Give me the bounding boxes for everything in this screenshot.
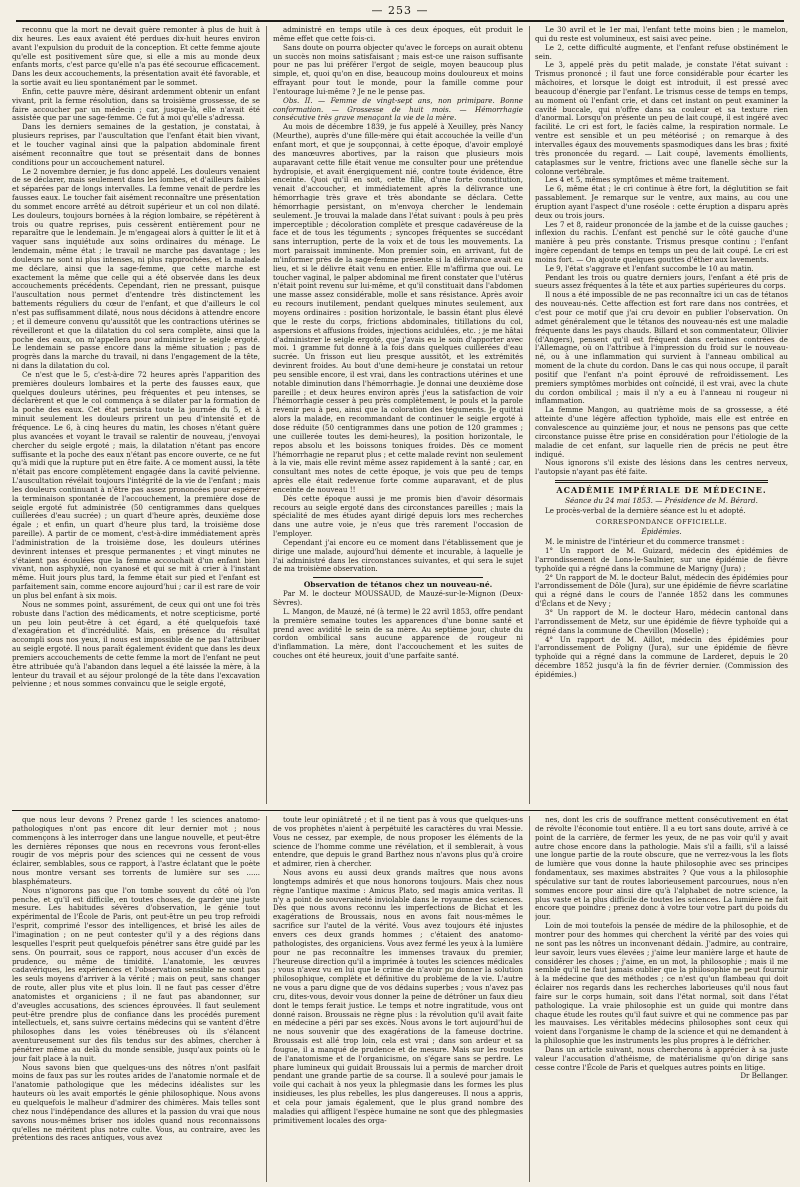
column-1-paragraphs <box>12 26 260 689</box>
paragraph: Enfin, cette pauvre mère, désirant ardemment obtenir un enfant vivant, prit la ferme résolution, dans sa troisième grossesse, de se faire accoucher par un médecin ; car, jusque-là, elle n'avait été assistée que par une sage-femme. Ce fut à moi qu'elle s'adressa. <box>12 86 260 123</box>
header-rule <box>16 20 784 22</box>
paragraph: que nous leur devons ? Prenez garde ! les sciences anatomo-pathologiques n'ont pas encore dit leur dernier mot ; nous commençons à les interroger dans une langue nouvelle, et peut-être les dernières réponses que nous en recevrons vous feront-elles rougir de vos mépris pour des sciences qui ne cessent de vous éclairer, semblables, sous ce rapport, à l'astre éclatant que le poète nous montre versant ses torrents de lumière sur ses ...... blasphémateurs. <box>12 816 260 886</box>
paragraph: Nous ignorons s'il existe des lésions dans les centres nerveux, l'autopsie n'ayant pas été faite. <box>535 458 788 477</box>
academy-minutes: Le procès-verbal de la dernière séance est lu et adopté. <box>545 505 746 515</box>
bottom-3-paragraphs <box>535 816 788 1072</box>
paragraph: Le 6, même état ; le cri continue à être fort, la déglutition se fait passablement. Je remarque sur le ventre, aux mains, au cou une éruption ayant l'aspect d'une roséole : cette éruption a disparu après deux ou trois jours. <box>535 184 788 220</box>
bottom-2-paragraphs <box>273 816 523 1126</box>
paragraph: Nous ne sommes point, assurément, de ceux qui ont une foi très robuste dans l'action des médicaments, et notre scepticisme, porté un peu loin peut-être à cet égard, a été quelquefois taxé d'exagération et d'incrédulité. Mais, en présence du résultat accompli sous nos yeux, il nous est impossible de ne pas l'attribuer au seigle ergoté. Il nous paraît également évident que dans les deux premiers accouchements de cette femme la mort de l'enfant ne peut être attribuée qu'à l'abandon dans lequel a été laissée la mère, à la lenteur du travail et au séjour prolongé de la tête dans l'excavation pelvienne ; et nous sommes convaincu que le seigle ergoté, <box>12 599 260 689</box>
paragraph: Les 4 et 5, mêmes symptômes et même traitement. <box>545 175 730 185</box>
correspondence-title: CORRESPONDANCE OFFICIELLE. <box>595 517 728 526</box>
paragraph: Dans les derniers semaines de la gestation, je constatai, à plusieurs reprises, par l'auscultation que l'enfant était bien vivant, et le toucher vaginal ainsi que la palpation abdominale firent aisément reconnaître que tout se présentait dans de bonnes conditions pour un accouchement naturel. <box>12 122 260 167</box>
paragraph: Dès cette époque aussi je me promis bien d'avoir désormais recours au seigle ergoté dans des circonstances pareilles ; mais la spécialité de mes études ayant dirigé depuis lors mes recherches dans une autre voie, je n'eus que très rarement l'occasion de l'employer. <box>273 493 523 539</box>
section-separator <box>313 577 483 578</box>
column-2-paragraphs <box>273 26 523 97</box>
column-divider <box>266 816 267 1182</box>
feuilleton-rule <box>12 810 788 811</box>
column-divider <box>266 26 267 804</box>
academy-title: ACADÉMIE IMPÉRIALE DE MÉDECINE. <box>556 485 767 496</box>
bottom-1-paragraphs <box>12 816 260 1143</box>
paragraph: 4° Un rapport de M. Aillot, médecin des épidémies pour l'arrondissement de Poligny (Jura), sur une épidémie de fièvre typhoïde qui a régné dans la commune de Larderet, depuis le 20 décembre 1852 jusqu'à la fin de février dernier. (Commission des épidémies.) <box>535 634 788 679</box>
epidemics-title: Épidémies. <box>641 527 682 537</box>
paragraph: Ce n'est que le 5, c'est-à-dire 72 heures après l'apparition des premières douleurs lombaires et la perte des fausses eaux, que quelques douleurs utérines, peu fréquentes et peu intenses, se déclarèrent et que le col commença à se dilater par la formation de la poche des eaux. Cet état persista toute la journée du 5, et à minuit seulement les douleurs prirent un peu d'intensité et de fréquence. Le 6, à cinq heures du matin, les choses n'étant guère plus avancées et voyant le travail se ralentir de nouveau, j'envoyai chercher du seigle ergoté ; mais, la dilatation n'étant pas encore suffisante et la poche des eaux n'étant pas encore ouverte, ce ne fut qu'à midi que la rupture put en être faite. A ce moment aussi, la tête n'était pas encore complètement engagée dans la cavité pelvienne. L'auscultation révélait toujours l'intégrité de la vie de l'enfant ; mais les douleurs continuant à n'être pas assez prononcées pour espérer la terminaison spontanée de l'accouchement, la première dose de seigle ergoté fut administrée (50 centigrammes dans quelques cuillerées d'eau sucrée) ; un quart d'heure après, deuxième dose égale ; et enfin, un quart d'heure plus tard, la troisième dose pareille). A partir de ce moment, c'est-à-dire immédiatement après l'administration de la troisième dose, les douleurs utérines devinrent intenses et presque permanentes ; et vingt minutes ne s'étaient pas écoulées que la femme accouchait d'un enfant bien vivant, non asphyxié, non cyanosé et qui se mit à crier à l'instant même. Huit jours plus tard, la femme était sur pied et l'enfant est parfaitement sain, comme encore aujourd'hui ; car il est rare de voir un plus bel enfant à six mois. <box>12 369 260 600</box>
paragraph: 2° Un rapport de M. le docteur Balut, médecin des épidémies pour l'arrondissement de Dôle (Jura), sur une épidémie de fièvre scarlatine qui a régné dans le cours de l'année 1852 dans les communes d'Éclans et de Nevy ; <box>535 572 788 609</box>
column-3b-paragraphs <box>535 538 788 680</box>
column-2 <box>273 26 523 804</box>
column-divider <box>529 816 530 1182</box>
paragraph: Sans doute on pourra objecter qu'avec le forceps on aurait obtenu un succès non moins satisfaisant ; mais est-ce une raison suffisante pour ne pas lui préférer l'ergot de seigle, moyen beaucoup plus simple, et, quoi qu'on en dise, beaucoup moins douloureux et moins effrayant pour tout le monde, pour la famille comme pour l'entourage lui-même ? Je ne le pense pas. <box>273 42 523 96</box>
page-number: — 253 — <box>371 4 429 17</box>
paragraph: Il nous a été impossible de ne pas reconnaître ici un cas de tétanos des nouveau-nés. Cette affection est fort rare dans nos contrées, et c'est pour ce motif que j'ai cru devoir en publier l'observation. On admet généralement que le tétanos des nouveau-nés est une maladie fréquente dans les pays chauds. Billard et son commentateur, Ollivier (d'Angers), pensent qu'il est fréquent dans certaines contrées de l'Allemagne, où on l'attribue à l'impression du froid sur le nouveau-né, ou à une inflammation qui survient à l'anneau ombilical au moment de la chute du cordon. Dans le cas qui nous occupe, il paraît positif que l'enfant n'a point éprouvé de refroidissement. Les premiers symptômes morbides ont coïncidé, il est vrai, avec la chute du cordon ombilical ; mais il n'y a eu à l'anneau ni rougeur ni inflammation. <box>535 290 788 406</box>
paragraph: Loin de moi toutefois la pensée de médire de la philosophie, et de montrer pour des hommes qui cherchent la vérité par des voies qui ne sont pas les nôtres un inconvenant dédain. J'admire, au contraire, leur savoir, leurs vues élevées ; j'aime leur manière large et haute de considérer les choses ; j'aime, en un mot, la philosophie ; mais il me semble qu'il ne faut jamais oublier que la philosophie ne peut fournir à la médecine que des méthodes ; ce n'est qu'un flambeau qui doit éclairer nos regards dans les recherches laborieuses qu'il nous faut faire sur le corps humain, soit dans l'état normal, soit dans l'état pathologique. La vraie philosophie est un guide qui montre dans chaque étude les routes qu'il faut suivre et qui ne commence pas par les mauvaises. Les véritables médecins philosophes sont ceux qui voient dans l'organisme le champ de la science et qui ne demandent à la philosophie que les instruments les plus propres à le défricher. <box>535 921 788 1046</box>
bottom-column-2 <box>273 816 523 1182</box>
paragraph: administré en temps utile à ces deux époques, eût produit le même effet que cette fois-ci. <box>273 26 523 43</box>
paragraph: Les 7 et 8, raideur prononcée de la jambe et de la cuisse gauches ; inflexion du rachis. L'enfant est penché sur le côté gauche d'une manière à peu près constante. Trismus presque continu ; l'enfant ingère cependant de temps en temps un peu de lait coupé. Le cri est moins fort. — On ajoute quelques gouttes d'éther aux lavements. <box>535 219 788 264</box>
academy-session: Séance du 24 mai 1853. — Présidence de M. Bérard. <box>565 495 758 505</box>
tetanos-byline: Par M. le docteur MOUSSAUD, de Mauzé-sur-le-Mignon (Deux-Sèvres). <box>273 589 523 607</box>
paragraph: Le 9, l'état s'aggrave et l'enfant succombe le 10 au matin. <box>545 263 754 273</box>
column-2c-paragraphs <box>273 608 523 661</box>
observation-2-title: Obs. II. — Femme de vingt-sept ans, non primipare. Bonne conformation. — Grossesse de huit mois. — Hémorrhagie consécutive très grave menaçant la vie de la mère. <box>273 95 523 123</box>
paragraph: Le 2 novembre dernier, je fus donc appelé. Les douleurs venaient de se déclarer, mais seulement dans les lombes, et d'ailleurs faibles et séparées par de longs intervalles. La femme venait de perdre les fausses eaux. Le toucher fait aisément reconnaître une présentation du sommet encore arrêté au détroit supérieur et un col non dilaté. Les douleurs, toujours bornées à la région lombaire, se répétèrent à trois ou quatre reprises, puis cessèrent entièrement pour ne reparaître que le lendemain. Je m'engageai alors à quitter le lit et à vaquer sans inquiétude aux soins ordinaires du ménage. Le lendemain, même état ; le travail ne marche pas davantage ; les douleurs ne sont ni plus intenses, ni plus rapprochées, et la malade me déclare, ainsi que la sage-femme, que cette marche est exactement la même que celle qui a été observée dans les deux accouchements précédents. Cependant, rien ne pressant, puisque l'auscultation nous permet d'entendre très distinctement les battements réguliers du cœur de l'enfant, et que d'ailleurs le col n'est pas suffisamment dilaté, nous nous décidons à attendre encore ; et il demeure convenu qu'aussitôt que les contractions utérines se réveilleront et que la dilatation du col sera complète, ainsi que la poche des eaux, on m'appellera pour administrer le seigle ergoté. Le lendemain se passe encore dans la même situation ; pas de progrès dans la marche du travail, ni dans l'engagement de la tête, ni dans la dilatation du col. <box>12 166 260 371</box>
column-2b-paragraphs <box>273 123 523 574</box>
paragraph: Le 2, cette difficulté augmente, et l'enfant refuse obstinément le sein. <box>535 42 788 61</box>
column-1 <box>12 26 260 804</box>
bottom-column-3 <box>535 816 788 1182</box>
paragraph: 3° Un rapport de M. le docteur Haro, médecin cantonal dans l'arrondissement de Metz, sur une épidémie de fièvre typhoïde qui a régné dans la commune de Chevillon (Moselle) ; <box>535 608 788 635</box>
paragraph: Le 3, appelé près du petit malade, je constate l'état suivant : Trismus prononcé ; il faut une force considérable pour écarter les mâchoires, et lorsque le doigt est introduit, il est pressé avec beaucoup d'énergie par l'enfant. Le trismus cesse de temps en temps, au moment où l'enfant crie, et dans cet instant on peut examiner la cavité buccale, qui n'offre dans sa couleur et sa texture rien d'anormal. Lorsqu'on présente un peu de lait coupé, il est ingéré avec facilité. Le cri est fort, le faciès calme, la respiration normale. Le ventre est sensible et un peu météorisé ; on remarque à des intervalles égaux des mouvements spasmodiques dans les bras ; fixité très prononcée du regard. — Lait coupé, lavements émollients, cataplasmes sur le ventre, frictions avec une flanelle sèche sur la colonne vertébrale. <box>535 60 788 176</box>
paragraph: Cependant j'ai encore eu ce moment dans l'établissement que je dirige une malade, aujourd'hui démente et incurable, à laquelle je l'ai administré dans les circonstances suivantes, et qui sera le sujet de ma troisième observation. <box>273 537 523 574</box>
paragraph: Nous n'ignorons pas que l'on tombe souvent du côté où l'on penche, et qu'il est difficile, en toutes choses, de garder une juste mesure. Les habitudes sévères d'observation, le génie tout expérimental de l'École de Paris, ont peut-être un peu trop refroidi l'esprit, comprimé l'essor des intelligences, et brisé les ailes de l'imagination ; on ne peut contester qu'il y a des régions dans lesquelles l'esprit peut quelquefois pénétrer sans être guidé par les sens. On pourrait, sous ce rapport, nous accuser d'un excès de prudence, ou même de timidité. L'anatomie, les œuvres cadavériques, les expériences et l'observation sensible ne sont pas les seuls moyens d'arriver à la vérité ; mais on peut, sans changer de route, aller plus vite et plus loin. Il ne faut pas cesser d'être anatomistes et organiciens ; il ne faut pas abandonner, sur d'aveugles accusations, des sciences éprouvées. Il faut seulement peut-être prendre plus de confiance dans les procédés purement intellectuels, et, sans suivre certains médecins qui se vantent d'être philosophes dans les voies ténébreuses où ils s'élancent aventureusement sur des fils tendus sur des abîmes, chercher à pénétrer même au delà du monde sensible, jusqu'aux points où le jour fait place à la nuit. <box>12 885 260 1063</box>
paragraph: La femme Mangon, au quatrième mois de sa grossesse, a été atteinte d'une légère affection typhoïde, mais elle est entrée en convalescence au quinzième jour, et nous ne pensons pas que cette circonstance puisse être prise en considération pour l'étiologie de la maladie de cet enfant, sur laquelle rien de précis ne peut être indiqué. <box>535 405 788 459</box>
section-separator <box>555 480 768 483</box>
paragraph: Au mois de décembre 1839, je fus appelé à Xeuilley, près Nancy (Meurthe), auprès d'une fille-mère qui était accouchée la veille d'un enfant mort, et que je soupçonnai, à cette époque, d'avoir employé des manœuvres abortives, par la raison que plusieurs mois auparavant cette fille était venue me consulter pour une prétendue hydropisie, et avait énergiquement nié, contre toute évidence, être enceinte. Quoi qu'il en soit, cette fille, d'une forte constitution, venait d'accoucher, et immédiatement après la délivrance une hémorrhagie très grave et très abondante se déclara. Cette hémorrhagie persistant, on m'envoya chercher le lendemain seulement. Je trouvai la malade dans l'état suivant : pouls à peu près imperceptible ; décoloration complète et presque cadavéreuse de la face et de tous les téguments ; syncopes fréquentes se succédant sans interruption, perte de la voix et de tous les mouvements. La mort paraissait imminente. Mon premier soin, en arrivant, fut de m'informer près de la sage-femme présente si la délivrance avait eu lieu, et si le délivre était venu en entier. Elle m'affirma que oui. Le toucher vaginal, le palper abdominal me firent constater que l'utérus n'était point revenu sur lui-même, et qu'il constituait dans l'abdomen une masse assez considérable, molle et sans résistance. Après avoir eu recours inutilement, pendant quelques minutes seulement, aux moyens ordinaires : position horizontale, le bassin étant plus élevé que le reste du corps, frictions abdominales, titillations du col, aspersions et affusions froides, injections acidulées, etc. ; je me hâtai d'administrer le seigle ergoté, que j'avais eu le soin d'apporter avec moi. 1 gramme fut donné à la fois dans quelques cuillerées d'eau sucrée. Un frisson eut lieu presque aussitôt, et les extrémités devinrent froides. Au bout d'une demi-heure je constatai un retour peu sensible encore, il est vrai, dans les contractions utérines et une notable diminution dans l'hémorrhagie. Je donnai une deuxième dose pareille ; et deux heures environ après j'eus la satisfaction de voir l'hémorrhagie cesser à peu près complètement, le pouls et la parole revenir peu à peu, ainsi que la coloration des téguments. Je quittai alors la malade, en recommandant de continuer le seigle ergoté à dose réduite (50 centigrammes dans une potion de 120 grammes ; une cuillerée toutes les demi-heures), la position horizontale, le repos absolu et les boissons toniques froides. Dès ce moment l'hémorrhagie ne reparut plus ; et cette malade revint non seulement à la vie, mais elle revint même assez rapidement à la santé ; car, en consultant mes notes de cette époque, je vois que peu de temps après elle était redevenue forte comme auparavant, et de plus enceinte de nouveau !! <box>273 122 523 494</box>
paragraph: M. le ministre de l'intérieur et du commerce transmet : <box>545 537 745 547</box>
bottom-column-1 <box>12 816 260 1182</box>
paragraph: Nous savons bien que quelques-uns des nôtres n'ont paslfait moins de faux pas sur les routes arides de l'anatomie normale et de l'anatomie pathologique que les médecins idéalistes sur les hauteurs où les avait emportés le génie philosophique. Nous avons eu quelquefois le malheur d'admirer des chimères. Mais telles sont chez nous l'indépendance des allures et la passion du vrai que nous savons nous-mêmes briser nos idoles quand nous reconnaissons qu'elles ne méritent plus notre culte. Vous, au contraire, avec les prétentions des races antiques, vous avez <box>12 1062 260 1143</box>
column-3-paragraphs <box>535 26 788 477</box>
paragraph: Dans un article suivant, nous chercherons à apprécier à sa juste valeur l'accusation d'athéisme, de matérialisme qu'on dirige sans cesse contre l'École de Paris et quelques autres points en litige. <box>535 1044 788 1072</box>
column-3 <box>535 26 788 804</box>
paragraph: L. Mangon, de Mauzé, né (à terme) le 22 avril 1853, offre pendant la première semaine toutes les apparences d'une bonne santé et prend avec avidité le sein de sa mère. Au septième jour, chute du cordon ombilical sans aucune apparence de rougeur ni d'inflammation. La mère, dont l'accouchement et les suites de couches ont été heureux, jouit d'une parfaite santé. <box>273 606 523 661</box>
column-divider <box>529 26 530 804</box>
tetanos-article-title: Observation de tétanos chez un nouveau-né. <box>303 580 493 590</box>
paragraph: toute leur opiniâtreté ; et il ne tient pas à vous que quelques-uns de vos prophètes n'aient à perpétuité les caractères du vrai Messie. Vous ne cessez, par exemple, de nous proposer les éléments de la science de l'homme comme une révélation, et il semblerait, à vous entendre, que depuis le grand Barthez nous n'avons plus qu'à croire et admirer, rien à chercher. <box>273 816 523 869</box>
paragraph: Le 30 avril et le 1er mai, l'enfant tette moins bien ; le mamelon, qui du reste est volumineux, est saisi avec peine. <box>535 26 788 43</box>
paragraph: reconnu que la mort ne devait guère remonter à plus de huit à dix heures. Les eaux avaient été perdues dix-huit heures environ avant l'expulsion du produit de la conception. Et cette femme ajoute qu'elle est positivement sûre que, si elle a mis au monde deux enfants morts, c'est parce qu'elle n'a pas été secourue efficacement. Dans les deux accouchements, la présentation avait été favorable, et la sortie avait eu lieu spontanément par le sommet. <box>12 26 260 88</box>
paragraph: 1° Un rapport de M. Guizard, médecin des épidémies de l'arrondissement de Lons-le-Saulnier, sur une épidémie de fièvre typhoïde qui a régné dans la commune de Marigny (Jura) ; <box>535 546 788 573</box>
paragraph: nes, dont les cris de souffrance mettent consécutivement en état de révolte l'économie tout entière. Il a eu tort sans doute, arrivé à ce point de la carrière, de fermer les yeux, de ne pas voir qu'il y avait autre chose encore dans la pathologie. Mais s'il a failli, s'il a laissé une longue partie de la route obscure, que ne verrez-vous la les flots de lumière que vous donne la haute philosophie avec ses principes fondamentaux, ses maximes abstraites ? Que vous a la philosophie spéculative sur tant de routes laborieusement parcourues, nous n'en sommes encore pour ainsi dire qu'à l'alphabet de notre science, la plus vaste et la plus difficile de toutes les sciences. La lumière ne fait encore que poindre ; prenez donc à votre tour votre part du poids du jour. <box>535 816 788 922</box>
paragraph: Pendant les trois ou quatre derniers jours, l'enfant a été pris de sueurs assez fréquentes à la tête et aux parties supérieures du corps. <box>535 272 788 291</box>
paragraph: Nous avons eu aussi deux grands maîtres que nous avons longtemps admirés et que nous honorons toujours. Mais chez nous règne l'antique maxime : Amicus Plato, sed magis amica veritas. Il n'y a point de souveraineté inviolable dans le royaume des sciences. Dès que nous avons reconnu les imperfections de Bichat et les exagérations de Broussais, nous en avons fait nous-mêmes le sacrifice sur l'autel de la vérité. Vous avez toujours été injustes envers ces deux grands hommes ; c'étaient des anatomo-pathologistes, des organiciens. Vous avez fermé les yeux à la lumière pour ne pas reconnaître les immenses travaux du premier, l'heureuse direction qu'il a imprimée à toutes les sciences médicales ; vous n'avez vu en lui que le crime de n'avoir pu donner la solution philosophique, complète et définitive du problème de la vie. L'autre ne vous a paru digne que de vos dédains superbes ; vous n'avez pas cru, dites-vous, devoir vous donner la peine de détrôner un faux dieu dont le temps ferait justice. Le temps et notre ingratitude, vous ont donné raison. Broussais ne règne plus : la révolution qu'il avait faite en médecine a péri par ses excès. Nous avons le tort aujourd'hui de ne nous souvenir que des exagérations de la fameuse doctrine. Broussais est allé trop loin, cela est vrai ; dans son ardeur et sa fougue, il a manqué de prudence et de mesure. Mais sur les routes de l'anatomisme et de l'organicisme, on s'égare sans se perdre. Le phare lumineux qui guidait Broussais lui a permis de marcher droit pendant une grande partie de sa course. Il a soulevé pour jamais le voile qui cachait à nos yeux la phlegmasie dans les formes les plus insidieuses, les plus rebelles, les plus dangereuses. Il nous a appris, et cela pour jamais également, que le plus grand nombre des maladies qui affligent l'espèce humaine ne sont que des phlegmasies primitivement locales des orga- <box>273 868 523 1125</box>
author-signature: Dr Bellanger. <box>740 1071 788 1081</box>
